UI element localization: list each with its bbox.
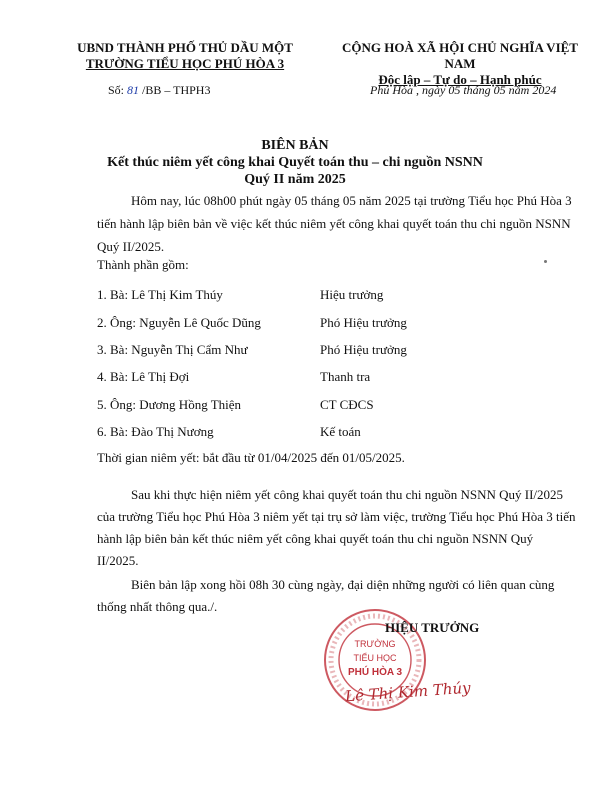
member-name: 5. Ông: Dương Hồng Thiện <box>97 397 242 412</box>
document-number-value: 81 <box>127 83 140 97</box>
title-line-3: Quý II năm 2025 <box>244 172 346 187</box>
document-number: Số: 81 /BB – THPH3 <box>108 83 211 97</box>
stamp-line-1: TRƯỜNG <box>354 639 396 649</box>
member-role: Thanh tra <box>320 369 371 384</box>
motto-line: Độc lập – Tự do – Hạnh phúc <box>378 72 542 87</box>
member-name: 4. Bà: Lê Thị Đợi <box>97 369 190 384</box>
body-paragraph: Sau khi thực hiện niêm yết công khai quyết toán thu chi nguồn NSNN Quý II/2025 của trường Tiểu học Phú Hòa 3 niêm yết tại trụ sở làm việc, trường Tiểu học Phú Hòa 3 tiến hành lập biên bản kết thúc niêm yết công khai quyết toán thu chi nguồn NSNN Quý II/2025. <box>97 487 576 568</box>
scan-speck <box>544 260 547 263</box>
signature-name: Lê Thị Kim Thúy <box>344 678 472 706</box>
document-title <box>60 137 530 188</box>
member-name: 1. Bà: Lê Thị Kim Thúy <box>97 287 223 302</box>
stamp-line-3: PHÚ HÒA 3 <box>347 667 403 678</box>
member-role: Kế toán <box>320 424 361 439</box>
stamp-line-2: TIỂU HỌC <box>353 653 397 663</box>
signature-title: HIỆU TRƯỞNG <box>385 620 480 635</box>
composition-label: Thành phần gồm: <box>97 257 189 272</box>
intro-paragraph: Hôm nay, lúc 08h00 phút ngày 05 tháng 05 năm 2025 tại trường Tiểu học Phú Hòa 3 tiến hành lập biên bản về việc kết thúc niêm yết công khai quyết toán thu chi nguồn NSNN Quý II/2025. <box>97 193 572 254</box>
member-role: Hiệu trưởng <box>320 287 384 302</box>
place-date: Phú Hòa , ngày 05 tháng 05 năm 2024 <box>370 83 557 97</box>
authority-line: UBND THÀNH PHỐ THỦ DẦU MỘT <box>77 40 293 55</box>
country-name: CỘNG HOÀ XÃ HỘI CHỦ NGHĨA VIỆT NAM <box>342 40 578 71</box>
member-name: 3. Bà: Nguyễn Thị Cẩm Như <box>97 342 248 357</box>
member-role: Phó Hiệu trưởng <box>320 342 407 357</box>
national-motto <box>325 40 595 88</box>
issuing-authority <box>60 40 310 72</box>
member-role: Phó Hiệu trưởng <box>320 315 407 330</box>
member-name: 2. Ông: Nguyễn Lê Quốc Dũng <box>97 315 261 330</box>
member-role: CT CĐCS <box>320 397 374 412</box>
member-name: 6. Bà: Đào Thị Nương <box>97 424 214 439</box>
closing-paragraph: Biên bản lập xong hồi 08h 30 cùng ngày, đại diện những người có liên quan cùng thống nhất thông qua./. <box>97 577 555 614</box>
title-line-2: Kết thúc niêm yết công khai Quyết toán thu – chi nguồn NSNN <box>107 155 483 170</box>
school-name: TRƯỜNG TIỂU HỌC PHÚ HÒA 3 <box>85 56 285 71</box>
posting-time: Thời gian niêm yết: bắt đầu từ 01/04/2025 đến 01/05/2025. <box>97 450 405 465</box>
title-line-1: BIÊN BẢN <box>261 138 329 153</box>
